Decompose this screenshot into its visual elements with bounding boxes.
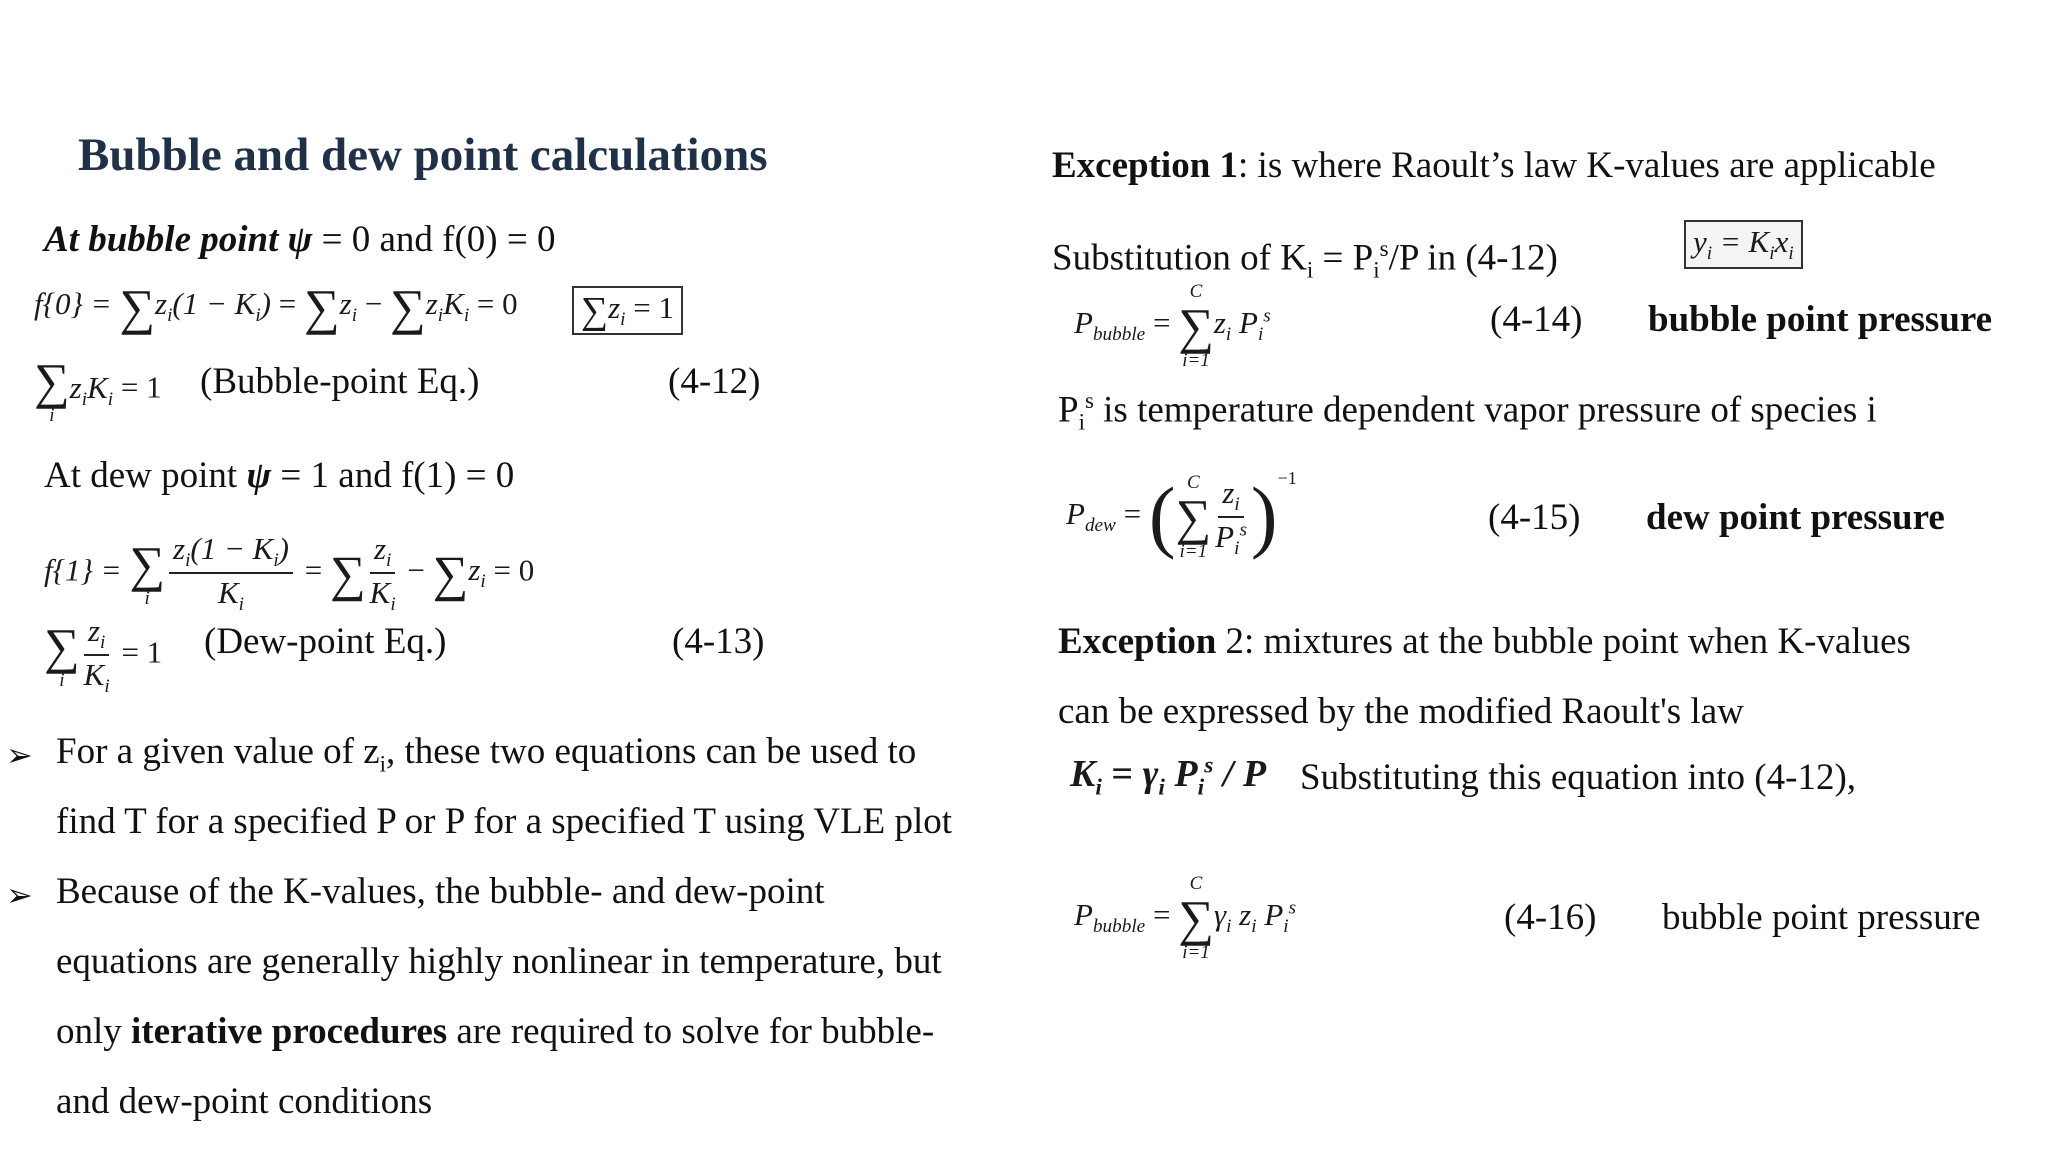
bubble-eq-number: (4-12) [668, 361, 761, 402]
boxed-x: x [1774, 224, 1789, 259]
f0-lhs: f{0} = [34, 286, 120, 322]
exponent: −1 [1277, 468, 1297, 488]
subst-a: Substitution of K [1052, 237, 1307, 279]
bullet1-sub: i [379, 751, 387, 777]
boxed-y: y [1693, 224, 1707, 259]
eq-4-14-number: (4-14) [1490, 299, 1583, 340]
eq-4-15-desc [1646, 496, 1945, 539]
dew-eq-label: (Dew-point Eq.) [204, 621, 447, 662]
substituting-text: Substituting this equation into (4-12), [1300, 757, 1857, 798]
bullet-arrow-icon: ➢ [6, 737, 33, 773]
modified-raoult-equation: $K_i = \gamma_i$ $P_i^s$ / P [1070, 752, 1267, 801]
pis-sup: s [1084, 388, 1094, 413]
eq-4-16-number: (4-16) [1504, 897, 1597, 938]
exception1-bold: Exception 1 [1052, 145, 1239, 186]
dew-point-equation: ∑ i $\frac{z_i}{K_i}$ = 1 [44, 613, 163, 698]
substitution-line [1052, 236, 1558, 284]
eq-4-15-number: (4-15) [1488, 497, 1581, 538]
exception2-rest: 2: mixtures at the bubble point when K-values [1216, 621, 1911, 662]
f0-equation: $f\{0\} = \sum z_i(1 - K_i) = \sum z_i - \sum z_iK_i = 0$ [34, 279, 518, 335]
vapor-pressure-line [1058, 388, 1877, 436]
dew-point-header [44, 454, 514, 497]
bullet2-line3-a: only [56, 1011, 122, 1052]
subst-c: /P in (4-12) [1388, 237, 1558, 279]
bullet2-line4: and dew-point conditions [56, 1081, 433, 1122]
eq-4-14-desc [1648, 298, 1992, 341]
bullet1-text-a: For a given value of z [56, 731, 380, 772]
pis-sub: i [1078, 409, 1085, 435]
dew-header-rest: = 1 and f(1) = 0 [280, 455, 515, 496]
dew-eq-number: (4-13) [672, 621, 765, 662]
eq-4-15: $P_{dew}$ = ( C ∑ i=1 $\frac{z_i}{P_i^s}$ )$^{-1}$ [1066, 468, 1297, 562]
bubble-eq-label: (Bubble-point Eq.) [200, 361, 480, 402]
pbubble-sub: bubble [1092, 324, 1146, 346]
dew-header-lead: At dew point [44, 455, 238, 496]
bullet1-line2: find T for a specified P or P for a specified T using VLE plot [56, 801, 953, 842]
f1-rhs: = 0 [485, 552, 535, 588]
psi-symbol-dew: ψ [246, 455, 272, 496]
bubble-header-lead: At bubble point [44, 219, 279, 260]
bubble-point-header [44, 218, 555, 261]
bubble-point-equation: ∑ i $z_iK_i = 1$ [34, 353, 162, 426]
boxed-eq: = K [1712, 224, 1770, 259]
bullet1-line1 [56, 730, 916, 777]
boxed-sum-value: = 1 [633, 290, 674, 325]
f0-rhs: = 0 [469, 286, 518, 322]
boxed-y-equals-kx: $y_i = K_ix_i$ [1684, 220, 1803, 269]
boxed-sum-zi: $\sum z_i = 1$ [572, 286, 683, 335]
pdew-sub: dew [1084, 515, 1116, 537]
pis-rest: is temperature dependent vapor pressure of species i [1093, 389, 1877, 431]
subst-sub2: i [1373, 257, 1380, 283]
limit-bottom: i=1 [1182, 350, 1210, 371]
pis-P: P [1058, 389, 1079, 431]
subst-sup: s [1379, 236, 1389, 261]
bullet-arrow-icon: ➢ [6, 877, 33, 913]
limit-top: C [1189, 281, 1203, 302]
eq-4-16: $P_{bubble}$ = C ∑ i=1 $\gamma_i$ $z_i$ $P_i^s$ [1074, 873, 1297, 963]
subst-b: = P [1313, 237, 1374, 279]
eq-4-14: $P_{bubble}$ = C ∑ i=1 $z_i$ $P_i^s$ [1074, 281, 1271, 371]
eq-4-16-desc: bubble point pressure [1662, 897, 1981, 938]
psi-symbol: ψ [287, 219, 313, 260]
exception2-line2: can be expressed by the modified Raoult's law [1058, 691, 1744, 732]
iterative-procedures-bold: iterative procedures [131, 1011, 448, 1052]
bullet2-line3 [56, 1010, 934, 1053]
exception2-line1 [1058, 620, 1911, 663]
bullet2-line3-b: are required to solve for bubble- [456, 1011, 935, 1052]
bullet2-line1: Because of the K-values, the bubble- and dew-point [56, 871, 825, 912]
exception1-line [1052, 144, 1936, 187]
eq-4-14-desc-bold: bubble point pressure [1648, 299, 1993, 340]
subst-sub1: i [1306, 257, 1314, 283]
f1-lhs: f{1} = [44, 552, 130, 588]
exception2-bold: Exception [1058, 621, 1217, 662]
pbubble-P: P [1074, 305, 1093, 341]
bullet2-line2: equations are generally highly nonlinear in temperature, but [56, 941, 942, 982]
exception1-rest: : is where Raoult’s law K-values are applicable [1238, 145, 1936, 186]
bullet1-text-b: , these two equations can be used to [386, 731, 917, 772]
eq-4-15-desc-bold: dew point pressure [1646, 497, 1945, 538]
pdew-P: P [1066, 496, 1085, 531]
page-title: Bubble and dew point calculations [78, 129, 768, 181]
f1-equation: f{1} = ∑ i $\frac{z_i(1 - K_i)}{K_i}$ = ∑ $\frac{z_i}{K_i}$ − $\sum z_i = 0$ [44, 531, 535, 616]
bubble-header-rest: = 0 and f(0) = 0 [321, 219, 556, 260]
